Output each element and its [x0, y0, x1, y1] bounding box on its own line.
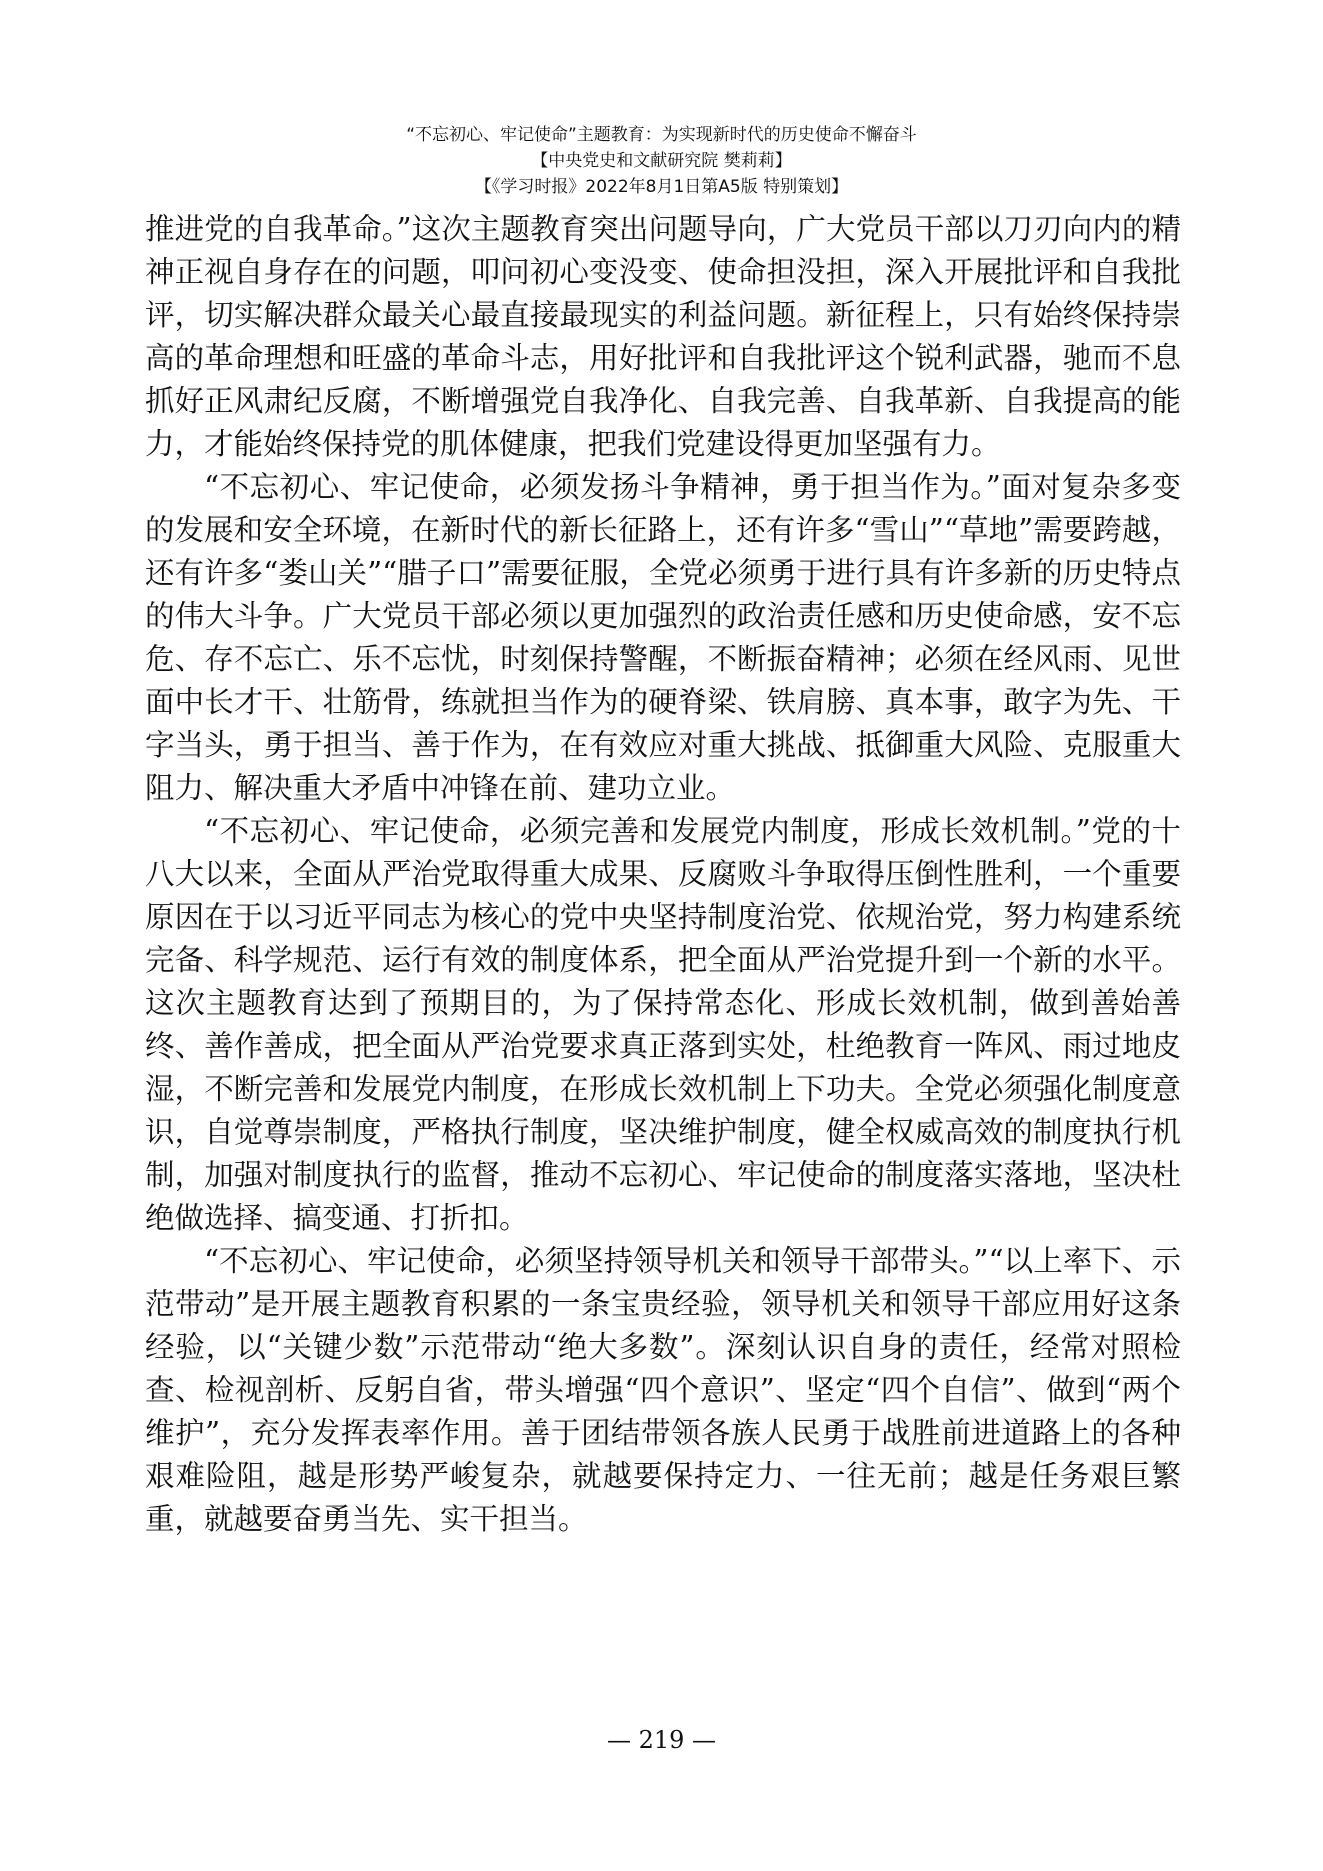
paragraph: “不忘初心、牢记使命，必须坚持领导机关和领导干部带头。”“以上率下、示范带动”是开展主题教育积累的一条宝贵经验，领导机关和领导干部应用好这条经验，以“关键少数”示范带动“绝大多数”。深刻认识自身的责任，经常对照检查、检视剖析、反躬自省，带头增强“四个意识”、坚定“四个自信”、做到“两个维护”，充分发挥表率作用。善于团结带领各族人民勇于战胜前进道路上的各种艰难险阻，越是形势严峻复杂，就越要保持定力、一往无前；越是任务艰巨繁重，就越要奋勇当先、实干担当。 [145, 1244, 1181, 1536]
article-body [145, 208, 1181, 1541]
paragraph: “不忘初心、牢记使命，必须发扬斗争精神，勇于担当作为。”面对复杂多变的发展和安全环境，在新时代的新长征路上，还有许多“雪山”“草地”需要跨越，还有许多“娄山关”“腊子口”需要征服，全党必须勇于进行具有许多新的历史特点的伟大斗争。广大党员干部必须以更加强烈的政治责任感和历史使命感，安不忘危、存不忘亡、乐不忘忧，时刻保持警醒，不断振奋精神；必须在经风雨、见世面中长才干、壮筋骨，练就担当作为的硬脊梁、铁肩膀、真本事，敢字为先、干字当头，勇于担当、善于作为，在有效应对重大挑战、抵御重大风险、克服重大阻力、解决重大矛盾中冲锋在前、建功立业。 [145, 470, 1181, 805]
paragraph-continued: 推进党的自我革命。”这次主题教育突出问题导向，广大党员干部以刀刃向内的精神正视自身存在的问题，叩问初心变没变、使命担没担，深入开展批评和自我批评，切实解决群众最关心最直接最现实的利益问题。新征程上，只有始终保持崇高的革命理想和旺盛的革命斗志，用好批评和自我批评这个锐利武器，驰而不息抓好正风肃纪反腐，不断增强党自我净化、自我完善、自我革新、自我提高的能力，才能始终保持党的肌体健康，把我们党建设得更加坚强有力。 [145, 212, 1181, 461]
page-number: — 219 — [606, 1726, 717, 1754]
page-header [0, 122, 1323, 200]
header-author: 【中央党史和文献研究院 樊莉莉】 [531, 151, 792, 171]
header-source: 【《学习时报》2022年8月1日第A5版 特别策划】 [474, 177, 849, 197]
paragraph: “不忘初心、牢记使命，必须完善和发展党内制度，形成长效机制。”党的十八大以来，全面从严治党取得重大成果、反腐败斗争取得压倒性胜利，一个重要原因在于以习近平同志为核心的党中央坚持制度治党、依规治党，努力构建系统完备、科学规范、运行有效的制度体系，把全面从严治党提升到一个新的水平。这次主题教育达到了预期目的，为了保持常态化、形成长效机制，做到善始善终、善作善成，把全面从严治党要求真正落到实处，杜绝教育一阵风、雨过地皮湿，不断完善和发展党内制度，在形成长效机制上下功夫。全党必须强化制度意识，自觉尊崇制度，严格执行制度，坚决维护制度，健全权威高效的制度执行机制，加强对制度执行的监督，推动不忘初心、牢记使命的制度落实落地，坚决杜绝做选择、搞变通、打折扣。 [145, 814, 1181, 1235]
header-title: “不忘初心、牢记使命”主题教育：为实现新时代的历史使命不懈奋斗 [406, 125, 917, 145]
